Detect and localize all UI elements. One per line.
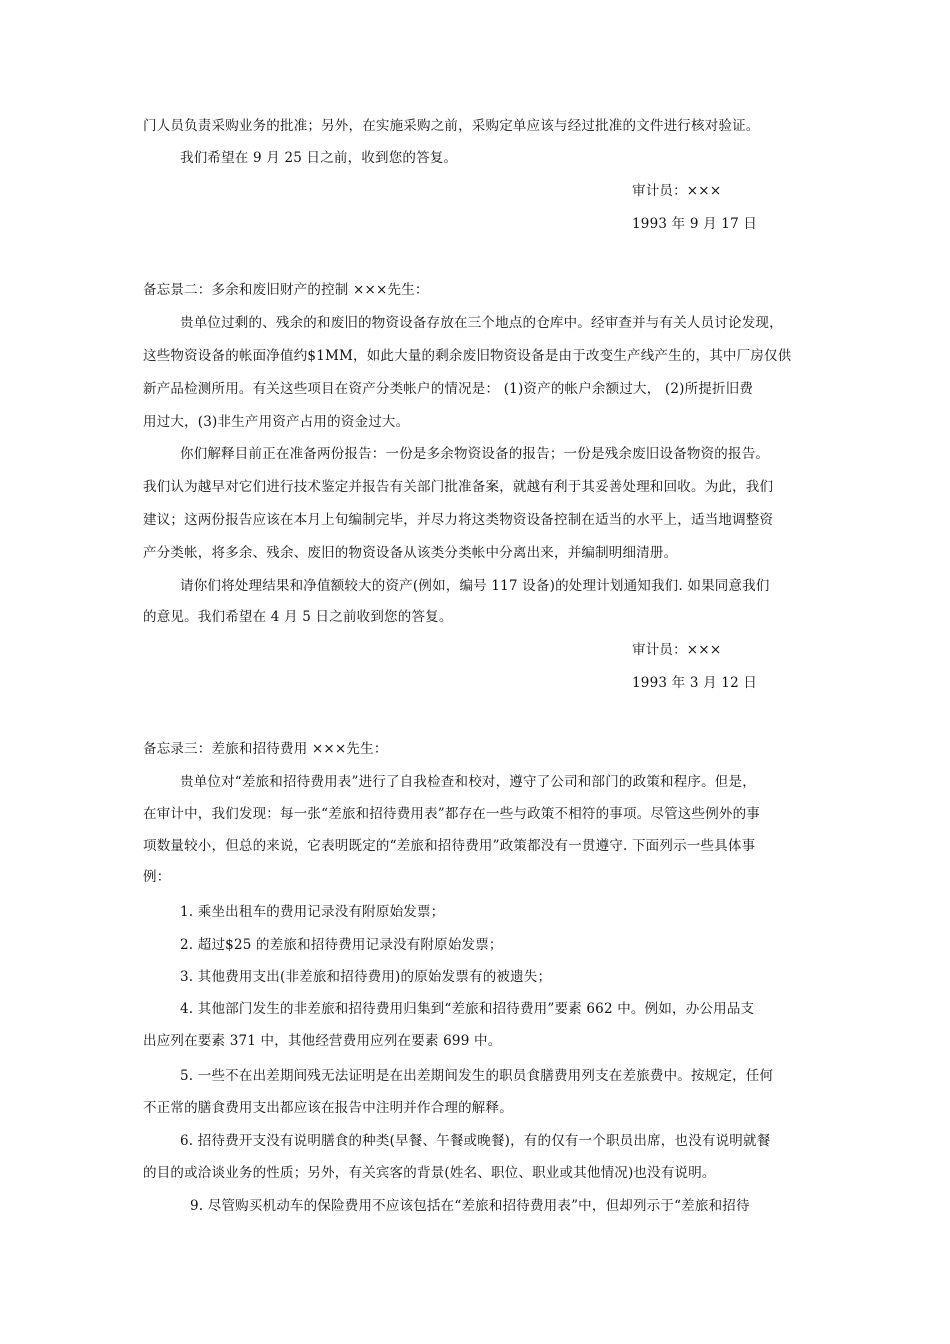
memo2-para1-line: 新产品检测所用。有关这些项目在资产分类帐户的情况是： (1)资产的帐户余额过大， (2)所提折旧费 [143, 381, 754, 397]
memo2-date: 1993 年 3 月 12 日 [632, 675, 758, 691]
memo2-para2-line: 产分类帐，将多余、残余、废旧的物资设备从该类分类帐中分离出来，并编制明细清册。 [143, 545, 678, 561]
memo3-item9-line: 9. 尽管购买机动车的保险费用不应该包括在“差旅和招待费用表”中，但却列示于“差旅和招待 [190, 1198, 750, 1214]
memo1-auditor: 审计员：××× [632, 183, 722, 199]
memo3-item5-line: 不正常的膳食费用支出都应该在报告中注明并作合理的解释。 [143, 1100, 513, 1116]
memo3-item6-line: 的目的或洽谈业务的性质；另外，有关宾客的背景(姓名、职位、职业或其他情况)也没有说明。 [143, 1165, 716, 1181]
memo2-para1-line: 贵单位过剩的、残余的和废旧的物资设备存放在三个地点的仓库中。经审查并与有关人员讨论发现， [180, 315, 783, 331]
memo2-title: 备忘景二：多余和废旧财产的控制 ×××先生： [143, 282, 429, 298]
memo3-list-item: 2. 超过$25 的差旅和招待费用记录没有附原始发票； [180, 937, 503, 953]
memo2-para2-line: 你们解释目前正在准备两份报告：一份是多余物资设备的报告；一份是残余废旧设备物资的报告。 [180, 446, 770, 462]
memo2-para2-line: 我们认为越早对它们进行技术鉴定并报告有关部门批准备案，就越有利于其妥善处理和回收。为此，我们 [143, 479, 774, 495]
memo3-item5-line: 5. 一些不在出差期间残无法证明是在出差期间发生的职员食膳费用列支在差旅费中。按规定，任何 [180, 1068, 774, 1084]
memo3-list-item: 3. 其他费用支出(非差旅和招待费用)的原始发票有的被遗失； [180, 969, 552, 985]
memo2-auditor: 审计员：××× [632, 642, 722, 658]
memo2-para1-line: 用过大，(3)非生产用资产占用的资金过大。 [143, 414, 410, 430]
memo2-para2-line: 建议；这两份报告应该在本月上旬编制完毕，并尽力将这类物资设备控制在适当的水平上，适当地调整资 [143, 512, 774, 528]
memo3-list-item: 1. 乘坐出租车的费用记录没有附原始发票； [180, 904, 445, 920]
memo2-para3-line: 的意见。我们希望在 4 月 5 日之前收到您的答复。 [143, 609, 453, 625]
memo2-para3-line: 请你们将处理结果和净值额较大的资产(例如，编号 117 设备)的处理计划通知我们. 如果同意我们 [180, 578, 770, 594]
memo3-item6-line: 6. 招待费开支没有说明膳食的种类(早餐、午餐或晚餐)，有的仅有一个职员出席，也没有说明就餐 [180, 1133, 771, 1149]
memo1-date: 1993 年 9 月 17 日 [632, 216, 758, 232]
memo3-para1-line: 例： [143, 869, 171, 885]
memo2-para1-line: 这些物资设备的帐面净值约$1MM，如此大量的剩余废旧物资设备是由于改变生产线产生的，其中厂房仅供 [143, 348, 792, 364]
memo3-para1-line: 项数量较小，但总的来说，它表明既定的“差旅和招待费用”政策都没有一贯遵守. 下面列示一些具体事 [143, 838, 756, 854]
memo1-reply-request: 我们希望在 9 月 25 日之前，收到您的答复。 [180, 150, 458, 166]
memo3-para1-line: 在审计中，我们发现：每一张“差旅和招待费用表”都存在一些与政策不相符的事项。尽管这些例外的事 [143, 806, 761, 822]
memo3-item4-line: 出应列在要素 371 中，其他经营费用应列在要素 699 中。 [143, 1033, 502, 1049]
memo1-text-line: 门人员负责采购业务的批准；另外，在实施采购之前，采购定单应该与经过批准的文件进行核对验证。 [143, 118, 760, 134]
memo3-para1-line: 贵单位对“差旅和招待费用表”进行了自我检查和校对，遵守了公司和部门的政策和程序。但是， [180, 774, 756, 790]
memo3-title: 备忘录三：差旅和招待费用 ×××先生： [143, 741, 388, 757]
memo3-item4-line: 4. 其他部门发生的非差旅和招待费用归集到“差旅和招待费用”要素 662 中。例如，办公用品支 [180, 1001, 755, 1017]
